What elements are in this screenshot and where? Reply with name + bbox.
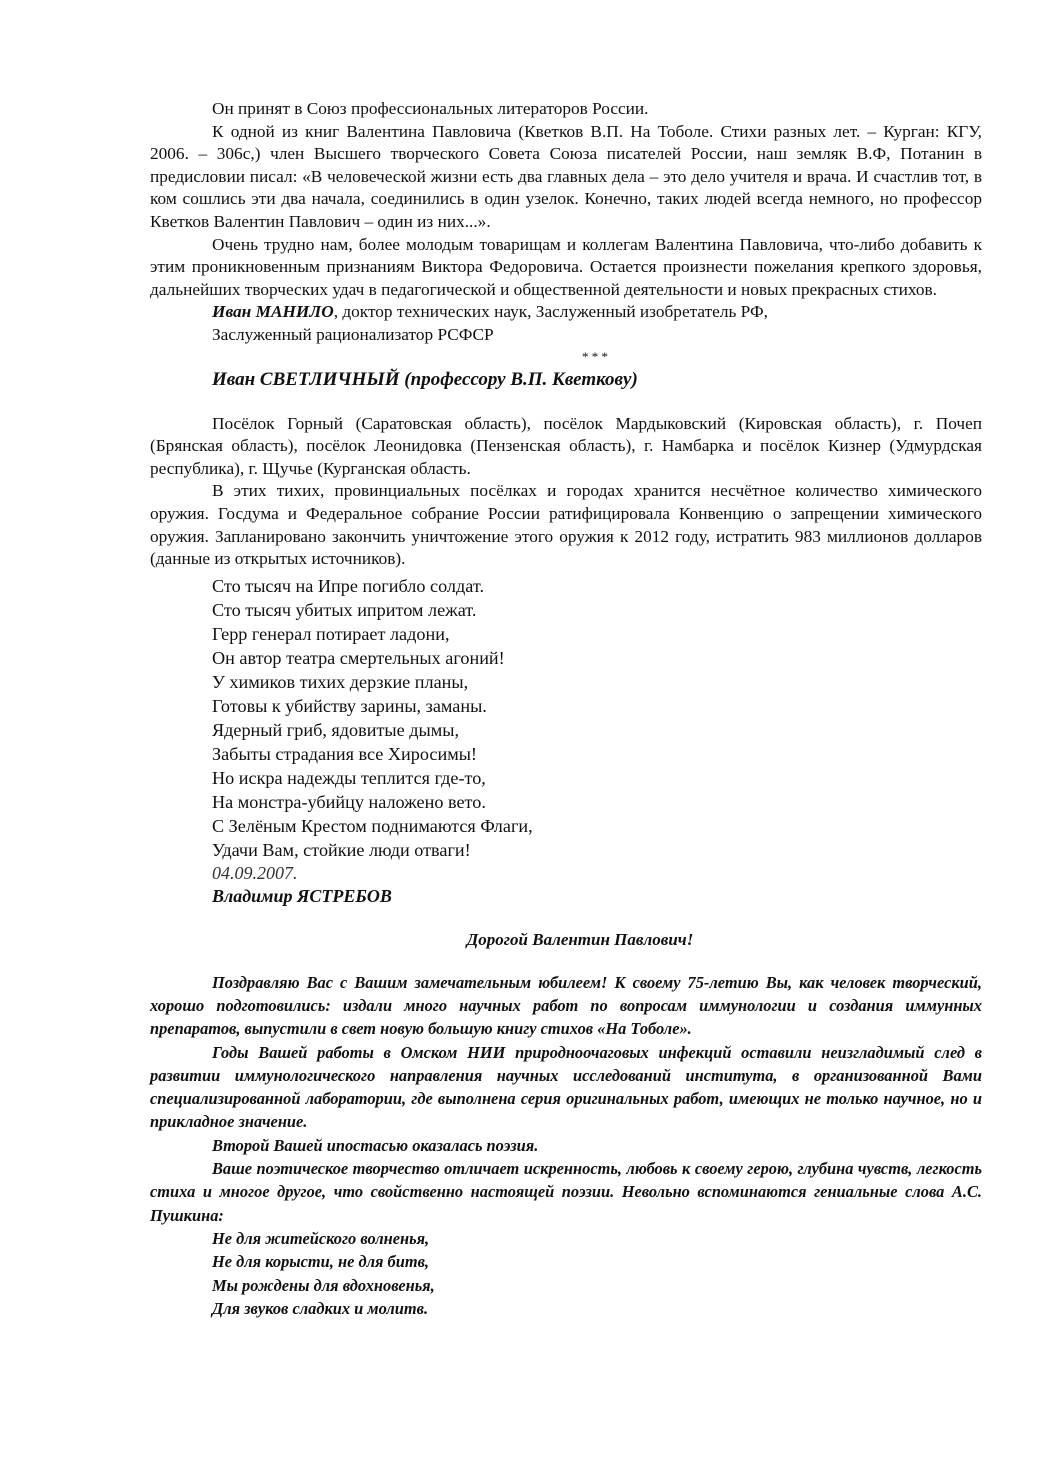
poem-line: Герр генерал потирает ладони, [212, 623, 450, 644]
quote-line: Не для корысти, не для битв, [212, 1252, 430, 1272]
poem-line: Сто тысяч убитых ипритом лежат. [212, 599, 477, 620]
pushkin-quote [150, 1227, 982, 1320]
signature-name: Иван МАНИЛО [212, 302, 334, 322]
letter-paragraph-work: Годы Вашей работы в Омском НИИ природноочаговых инфекций оставили неизгладимый след в развитии иммунологического направления научных исследований института, в организованной Вами специализированной лаборатории, где выполнена серия оригинальных работ, имеющих не только научное, но и прикладное значение. [150, 1042, 982, 1132]
poem-line: У химиков тихих дерзкие планы, [212, 671, 469, 692]
quote-line: Не для житейского волненья, [212, 1228, 430, 1248]
poem-stanza [150, 574, 982, 862]
paragraph-chemical-weapons: В этих тихих, провинциальных посёлках и городах хранится несчётное количество химического оружия. Госдума и Федеральное собрание России ратифицировала Конвенцию о запрещении химического оружия. Запланировано закончить уничтожение этого оружия к 2012 году, истратить 983 миллионов долларов (данные из открытых источников). [150, 481, 982, 569]
poem-line: Ядерный гриб, ядовитые дымы, [212, 719, 459, 740]
paragraph-wishes: Очень трудно нам, более молодым товарищам и коллегам Валентина Павловича, что-либо добавить к этим проникновенным признаниям Виктора Федоровича. Остается произнести пожелания крепкого здоровья, дальнейших творческих удач в педагогической и общественной деятельности и новых прекрасных стихов. [150, 234, 982, 299]
signature-title: , доктор технических наук, Заслуженный изобретатель РФ, [333, 302, 768, 322]
poem-line: Сто тысяч на Ипре погибло солдат. [212, 575, 484, 596]
quote-line: Для звуков сладких и молитв. [212, 1298, 429, 1318]
letter-paragraph-creativity: Ваше поэтическое творчество отличает искренность, любовь к своему герою, глубина чувств, легкость стиха и многое другое, что свойственно настоящей поэзии. Невольно вспоминаются гениальные слова А.С. Пушкина: [150, 1159, 982, 1225]
section-separator: * * * [582, 348, 608, 364]
poem-date: 04.09.2007. [212, 862, 298, 883]
quote-line: Мы рождены для вдохновенья, [212, 1275, 435, 1295]
paragraph-potanin-quote: К одной из книг Валентина Павловича (Кветков В.П. На Тоболе. Стихи разных лет. – Курган: КГУ, 2006. – 306с,) член Высшего творческого Совета Союза писателей России, наш земляк В.Ф, Потанин в предисловии писал: «В человеческой жизни есть два главных дела – это дело учителя и врача. И счастлив тот, в ком сошлись эти два начала, соединились в один узелок. Конечно, таких людей всегда немного, но профессор Кветков Валентин Павлович – один из них...». [150, 121, 982, 231]
poem-line: С Зелёным Крестом поднимаются Флаги, [212, 815, 533, 836]
poem-line: На монстра-убийцу наложено вето. [212, 791, 486, 812]
signature-title-line-2: Заслуженный рационализатор РСФСР [212, 324, 494, 344]
poem-line: Готовы к убийству зарины, заманы. [212, 695, 487, 716]
letter-paragraph-poetry: Второй Вашей ипостасью оказалась поэзия. [212, 1135, 539, 1155]
poem-line: Забыты страдания все Хиросимы! [212, 743, 477, 764]
signature-line [150, 301, 982, 324]
letter-paragraph-congrats: Поздравляю Вас с Вашим замечательным юбилеем! К своему 75-летию Вы, как человек творческий, хорошо подготовились: издали много научных работ по вопросам иммунологии и создания иммунных препаратов, выпустили в свет новую большую книгу стихов «На Тоболе». [150, 972, 982, 1039]
letter-author: Владимир ЯСТРЕБОВ [212, 885, 392, 906]
poem-section-heading: Иван СВЕТЛИЧНЫЙ (профессору В.П. Кветкову) [212, 368, 638, 390]
paragraph-locations: Посёлок Горный (Саратовская область), посёлок Мардыковский (Кировская область), г. Почеп (Брянская область), посёлок Леонидовка (Пензенская область), г. Намбарка и посёлок Кизнер (Удмурдская республика), г. Щучье (Курганская область. [150, 413, 982, 478]
letter-greeting: Дорогой Валентин Павлович! [466, 929, 694, 949]
poem-line: Но искра надежды теплится где-то, [212, 767, 486, 788]
paragraph-union: Он принят в Союз профессиональных литераторов России. [212, 99, 649, 118]
document-page [150, 98, 982, 1320]
poem-line: Удачи Вам, стойкие люди отваги! [212, 839, 471, 860]
poem-line: Он автор театра смертельных агоний! [212, 647, 505, 668]
